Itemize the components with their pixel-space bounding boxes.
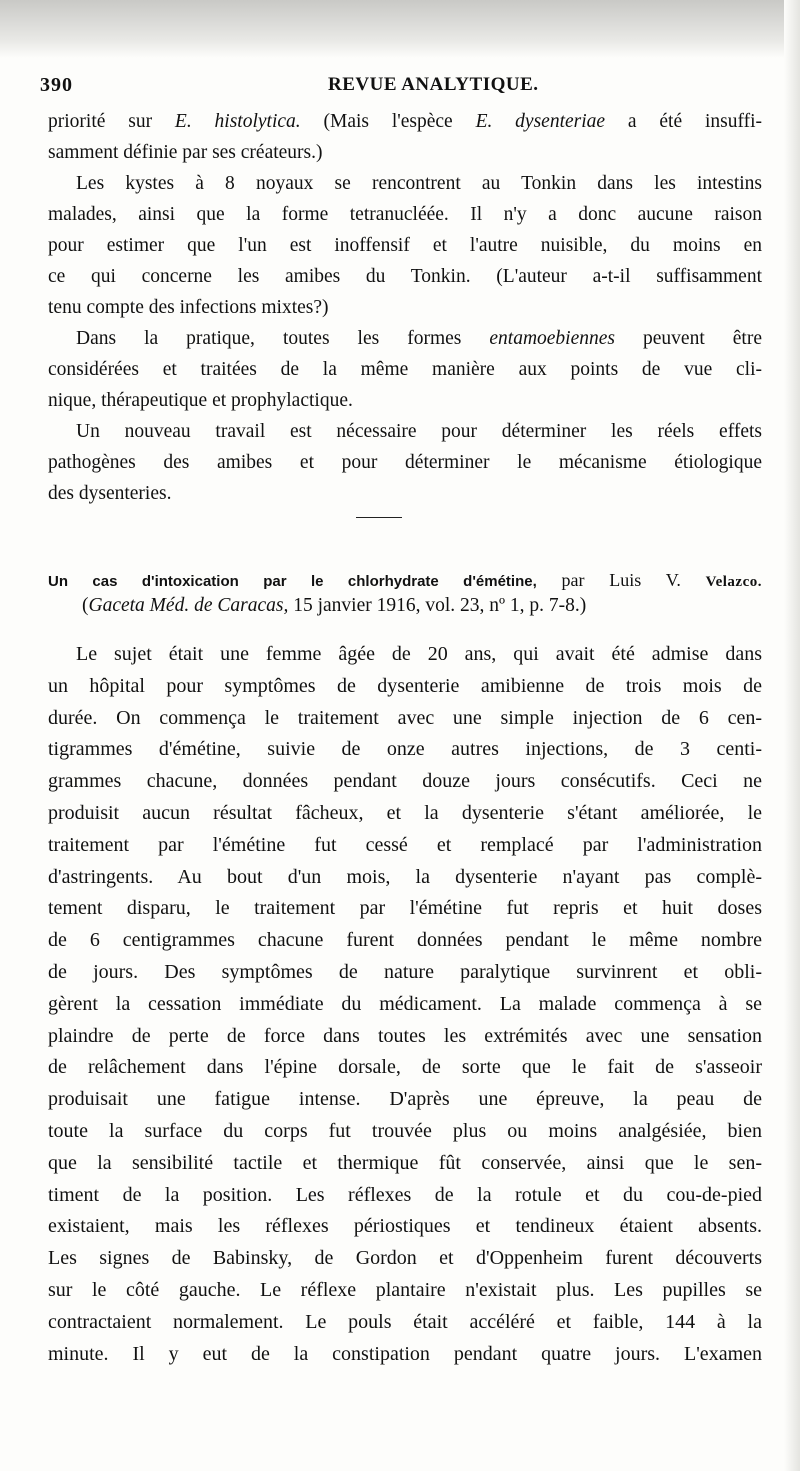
text-segment: Un nouveau travail est nécessaire pour déterminer les réels effets [76,421,762,442]
article-title: Un cas d'intoxication par le chlorhydrate d'émétine, [48,573,537,590]
body-line: sur le côté gauche. Le réflexe plantaire n'existait plus. Les pupilles se [48,1278,762,1301]
text-segment: des dysenteries. [48,483,172,504]
text-line [48,478,762,509]
text-segment: malades, ainsi que la forme tetranucléée. Il n'y a donc aucune raison [48,204,762,225]
author-last-name: Velazco. [705,574,762,590]
body-line: timent de la position. Les réflexes de la rotule et du cou-de-pied [48,1183,762,1206]
body-line: d'astringents. Au bout d'un mois, la dysenterie n'ayant pas complè- [48,865,762,888]
text-line [48,447,762,478]
body-line: produisait une fatigue intense. D'après une épreuve, la peau de [48,1088,762,1111]
text-line [48,168,762,199]
running-title: REVUE ANALYTIQUE. [328,74,539,95]
body-line: de jours. Des symptômes de nature paralytique survinrent et obli- [48,960,762,983]
previous-article-text [48,106,762,509]
text-line [48,385,762,416]
body-line: produisit aucun résultat fâcheux, et la dysenterie s'étant améliorée, le [48,801,762,824]
text-segment: considérées et traitées de la même manière aux points de vue cli- [48,359,762,380]
body-line: grammes chacune, données pendant douze jours consécutifs. Ceci ne [48,770,762,793]
text-segment: Dans la pratique, toutes les formes [76,328,490,349]
text-line [48,261,762,292]
italic-segment: E. dysenteriae [475,111,606,132]
body-line: existaient, mais les réflexes périostiques et tendineux étaient absents. [48,1215,762,1238]
text-segment: priorité sur [48,111,175,132]
italic-segment: E. histolytica. [174,111,301,132]
article-body [48,639,762,1370]
body-line: Les signes de Babinsky, de Gordon et d'Oppenheim furent découverts [48,1247,762,1270]
text-line [48,354,762,385]
body-line: minute. Il y eut de la constipation pendant quatre jours. L'examen [48,1342,762,1365]
body-line: Le sujet était une femme âgée de 20 ans, qui avait été admise dans [76,643,762,665]
body-line: traitement par l'émétine fut cessé et remplacé par l'administration [48,833,762,856]
text-line [48,230,762,261]
page-number: 390 [40,74,73,96]
section-divider [356,517,402,518]
citation-open: ( [82,595,89,616]
citation-journal: Gaceta Méd. de Caracas, [88,595,289,616]
text-segment: Les kystes à 8 noyaux se rencontrent au Tonkin dans les intestins [76,173,762,194]
body-line: que la sensibilité tactile et thermique fût conservée, ainsi que le sen- [48,1151,762,1174]
citation-details: 15 janvier 1916, vol. 23, nº 1, p. 7-8.) [288,595,587,616]
text-line [48,323,762,354]
body-line: tigrammes d'émétine, suivie de onze autres injections, de 3 centi- [48,738,762,761]
body-line: de relâchement dans l'épine dorsale, de sorte que le fait de s'asseoir [48,1056,762,1079]
body-line: tement disparu, le traitement par l'émétine fut repris et huit doses [48,897,762,920]
text-segment: pour estimer que l'un est inoffensif et l'autre nuisible, du moins en [48,235,762,256]
scan-shadow-right [784,0,800,1471]
running-header [40,74,760,98]
author-first-name: Luis V. [609,570,706,590]
text-segment: ce qui concerne les amibes du Tonkin. (L'auteur a-t-il suffisamment [48,266,762,287]
body-line: durée. On commença le traitement avec une simple injection de 6 cen- [48,706,762,729]
body-line: plaindre de perte de force dans toutes les extrémités avec une sensation [48,1024,762,1047]
body-line: gèrent la cessation immédiate du médicament. La malade commença à se [48,992,762,1015]
text-segment: peuvent être [615,328,762,349]
text-segment: a été insuffi- [605,111,763,132]
text-line [48,106,762,137]
text-segment: nique, thérapeutique et prophylactique. [48,390,353,411]
article-heading [48,570,762,591]
body-line: contractaient normalement. Le pouls était accéléré et faible, 144 à la [48,1310,762,1333]
body-line: toute la surface du corps fut trouvée plus ou moins analgésiée, bien [48,1119,762,1142]
body-line: un hôpital pour symptômes de dysenterie amibienne de trois mois de [48,674,762,697]
article-by: par [536,570,610,590]
text-segment: tenu compte des infections mixtes?) [48,297,329,318]
body-line: de 6 centigrammes chacune furent données pendant le même nombre [48,929,762,952]
article-citation [82,595,722,617]
text-segment: pathogènes des amibes et pour déterminer le mécanisme étiologique [48,452,762,473]
text-segment: samment définie par ses créateurs.) [48,142,323,163]
text-line [48,199,762,230]
text-line [48,137,762,168]
text-segment: (Mais l'espèce [300,111,476,132]
scan-shadow-top [0,0,800,58]
text-line [48,416,762,447]
italic-segment: entamoebiennes [489,328,616,349]
text-line [48,292,762,323]
